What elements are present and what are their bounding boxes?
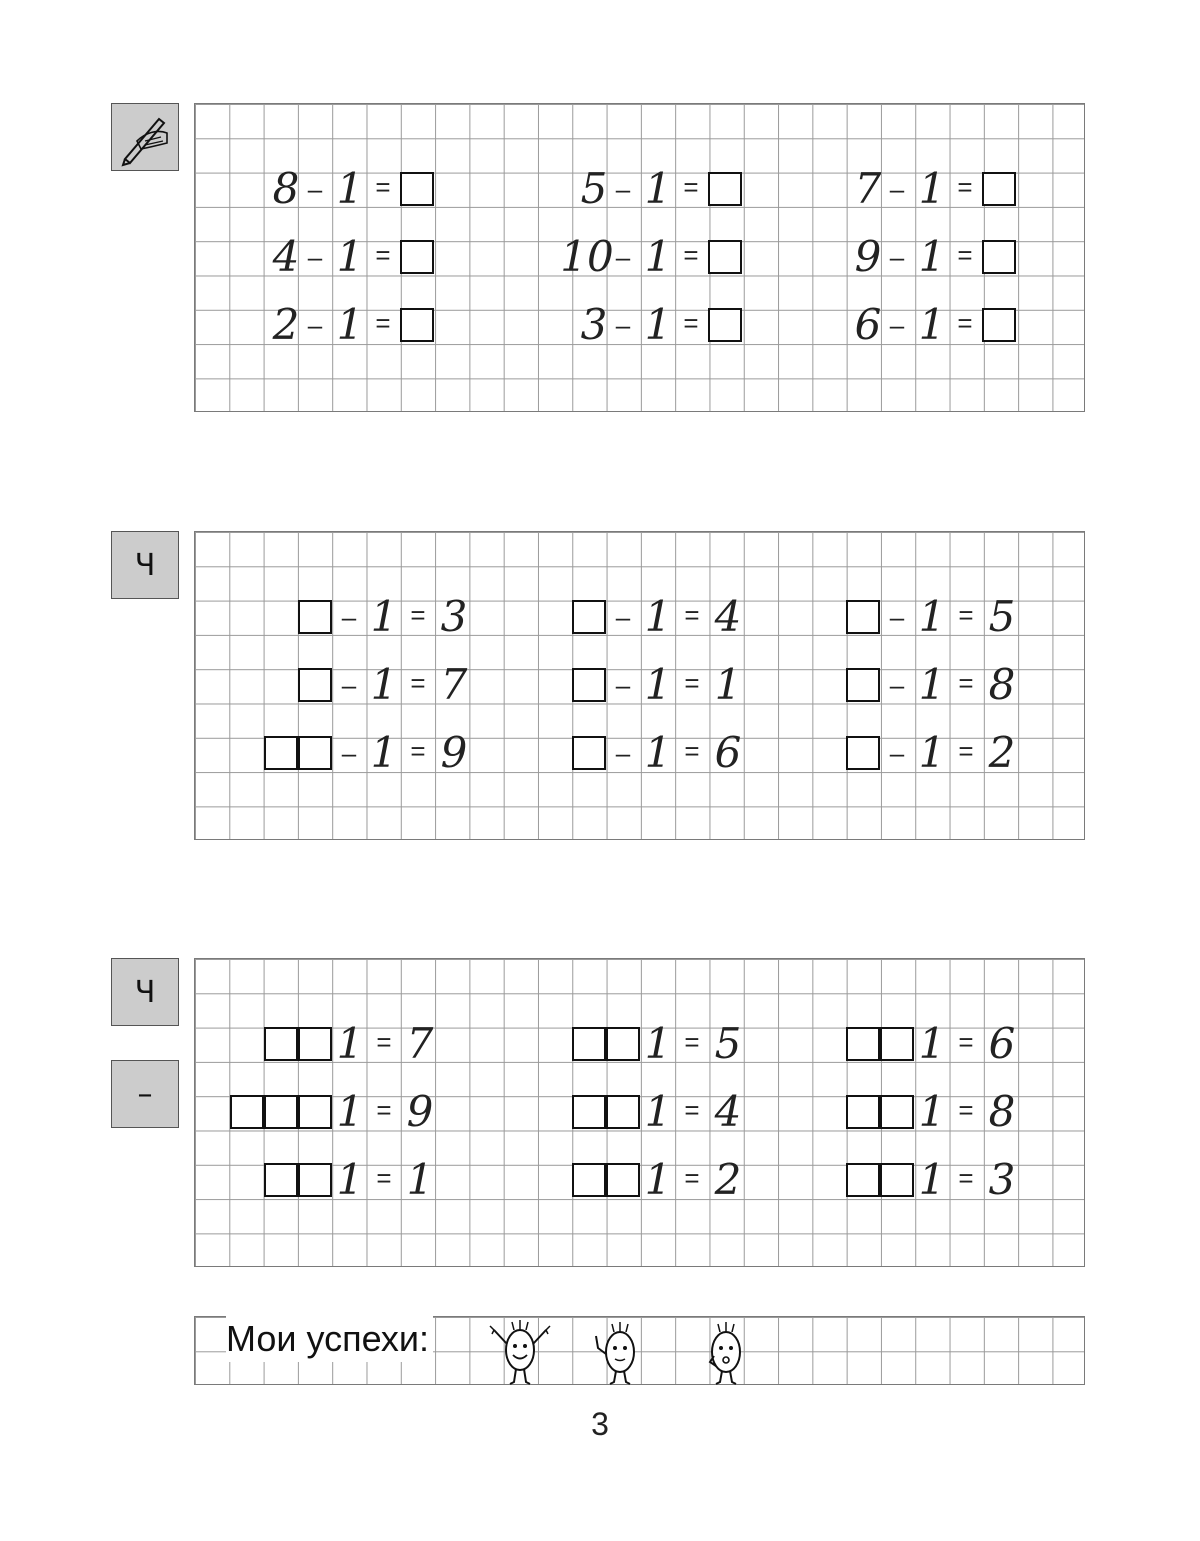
answer-box[interactable] xyxy=(298,668,332,702)
result: 8 xyxy=(988,1087,1016,1136)
minus-sign: – xyxy=(889,670,905,700)
ch-marker-1: Ч xyxy=(111,531,179,599)
answer-box[interactable] xyxy=(982,240,1016,274)
answer-box[interactable] xyxy=(572,668,606,702)
number-a: 5 xyxy=(580,164,608,213)
equals-sign: = xyxy=(410,736,426,766)
minus-sign: – xyxy=(889,242,905,272)
answer-box[interactable] xyxy=(880,1163,914,1197)
answer-box[interactable] xyxy=(264,1027,298,1061)
pencil-marker xyxy=(111,103,179,171)
answer-box[interactable] xyxy=(982,308,1016,342)
equals-sign: = xyxy=(958,1027,974,1057)
result: 1 xyxy=(406,1155,434,1204)
minus-sign: – xyxy=(615,174,631,204)
number-a: 3 xyxy=(580,300,608,349)
answer-box[interactable] xyxy=(572,1027,606,1061)
result: 4 xyxy=(714,592,742,641)
number-b: 1 xyxy=(644,1019,672,1068)
minus-sign: – xyxy=(889,738,905,768)
minus-sign: – xyxy=(615,242,631,272)
number-b: 1 xyxy=(918,1155,946,1204)
answer-box[interactable] xyxy=(708,240,742,274)
answer-box[interactable] xyxy=(298,1027,332,1061)
minus-sign: – xyxy=(889,602,905,632)
number-a: 8 xyxy=(272,164,300,213)
answer-box[interactable] xyxy=(606,1027,640,1061)
equals-sign: = xyxy=(375,308,391,338)
minus-sign: – xyxy=(615,738,631,768)
number-b: 1 xyxy=(336,232,364,281)
number-b: 1 xyxy=(918,300,946,349)
number-b: 1 xyxy=(644,592,672,641)
result: 6 xyxy=(714,728,742,777)
equals-sign: = xyxy=(410,668,426,698)
answer-box[interactable] xyxy=(880,1027,914,1061)
number-b: 1 xyxy=(336,164,364,213)
minus-sign: – xyxy=(341,602,357,632)
number-a: 6 xyxy=(854,300,882,349)
minus-sign: – xyxy=(615,670,631,700)
equals-sign: = xyxy=(957,308,973,338)
result: 9 xyxy=(406,1087,434,1136)
number-a: 2 xyxy=(272,300,300,349)
equals-sign: = xyxy=(958,600,974,630)
happy-face-icon[interactable] xyxy=(480,1312,560,1388)
equals-sign: = xyxy=(376,1163,392,1193)
equals-sign: = xyxy=(683,172,699,202)
minus-sign: – xyxy=(341,670,357,700)
equals-sign: = xyxy=(958,1163,974,1193)
equals-sign: = xyxy=(684,1027,700,1057)
number-b: 1 xyxy=(918,660,946,709)
number-b: 1 xyxy=(918,1019,946,1068)
equals-sign: = xyxy=(684,668,700,698)
equals-sign: = xyxy=(375,240,391,270)
answer-box[interactable] xyxy=(846,668,880,702)
number-b: 1 xyxy=(644,1155,672,1204)
number-b: 1 xyxy=(336,300,364,349)
number-b: 1 xyxy=(918,232,946,281)
result: 5 xyxy=(988,592,1016,641)
answer-box[interactable] xyxy=(298,600,332,634)
grid-section-1 xyxy=(194,103,1085,412)
answer-box[interactable] xyxy=(606,1095,640,1129)
number-b: 1 xyxy=(336,1155,364,1204)
answer-box[interactable] xyxy=(264,1095,298,1129)
number-a: 7 xyxy=(854,164,882,213)
minus-sign: – xyxy=(615,310,631,340)
result: 3 xyxy=(440,592,468,641)
result: 3 xyxy=(988,1155,1016,1204)
answer-box[interactable] xyxy=(572,1095,606,1129)
answer-box[interactable] xyxy=(230,1095,264,1129)
number-b: 1 xyxy=(644,300,672,349)
answer-box[interactable] xyxy=(298,736,332,770)
minus-sign: – xyxy=(889,174,905,204)
answer-box[interactable] xyxy=(572,1163,606,1197)
answer-box[interactable] xyxy=(846,1163,880,1197)
equals-sign: = xyxy=(683,308,699,338)
result: 8 xyxy=(988,660,1016,709)
number-b: 1 xyxy=(644,728,672,777)
answer-box[interactable] xyxy=(846,1027,880,1061)
equals-sign: = xyxy=(957,172,973,202)
answer-box[interactable] xyxy=(708,308,742,342)
minus-marker: – xyxy=(111,1060,179,1128)
minus-sign: – xyxy=(889,310,905,340)
number-b: 1 xyxy=(336,1019,364,1068)
ch-marker-2: Ч xyxy=(111,958,179,1026)
equals-sign: = xyxy=(958,668,974,698)
equals-sign: = xyxy=(957,240,973,270)
success-label: Мои успехи: xyxy=(226,1316,433,1362)
equals-sign: = xyxy=(410,600,426,630)
answer-box[interactable] xyxy=(846,1095,880,1129)
number-a: 9 xyxy=(854,232,882,281)
equals-sign: = xyxy=(958,736,974,766)
answer-box[interactable] xyxy=(298,1095,332,1129)
number-b: 1 xyxy=(918,1087,946,1136)
answer-box[interactable] xyxy=(880,1095,914,1129)
answer-box[interactable] xyxy=(708,172,742,206)
answer-box[interactable] xyxy=(982,172,1016,206)
equals-sign: = xyxy=(684,600,700,630)
number-b: 1 xyxy=(370,660,398,709)
answer-box[interactable] xyxy=(846,736,880,770)
equals-sign: = xyxy=(376,1095,392,1125)
answer-box[interactable] xyxy=(400,240,434,274)
answer-box[interactable] xyxy=(298,1163,332,1197)
number-b: 1 xyxy=(336,1087,364,1136)
equals-sign: = xyxy=(375,172,391,202)
number-b: 1 xyxy=(644,232,672,281)
number-b: 1 xyxy=(644,1087,672,1136)
result: 7 xyxy=(440,660,468,709)
result: 7 xyxy=(406,1019,434,1068)
answer-box[interactable] xyxy=(572,600,606,634)
minus-sign: – xyxy=(615,602,631,632)
answer-box[interactable] xyxy=(846,600,880,634)
equals-sign: = xyxy=(684,1163,700,1193)
result: 5 xyxy=(714,1019,742,1068)
answer-box[interactable] xyxy=(400,172,434,206)
equals-sign: = xyxy=(684,736,700,766)
minus-sign: – xyxy=(307,174,323,204)
number-b: 1 xyxy=(644,660,672,709)
equals-sign: = xyxy=(683,240,699,270)
answer-box[interactable] xyxy=(400,308,434,342)
answer-box[interactable] xyxy=(606,1163,640,1197)
result: 4 xyxy=(714,1087,742,1136)
number-b: 1 xyxy=(918,728,946,777)
equals-sign: = xyxy=(376,1027,392,1057)
page-number: 3 xyxy=(591,1406,609,1442)
equals-sign: = xyxy=(684,1095,700,1125)
result: 9 xyxy=(440,728,468,777)
number-b: 1 xyxy=(918,164,946,213)
minus-sign: – xyxy=(341,738,357,768)
number-b: 1 xyxy=(644,164,672,213)
equals-sign: = xyxy=(958,1095,974,1125)
result: 2 xyxy=(714,1155,742,1204)
answer-box[interactable] xyxy=(264,1163,298,1197)
result: 2 xyxy=(988,728,1016,777)
number-a: 10 xyxy=(560,232,614,281)
number-b: 1 xyxy=(370,592,398,641)
minus-sign: – xyxy=(307,242,323,272)
number-b: 1 xyxy=(370,728,398,777)
minus-sign: – xyxy=(307,310,323,340)
neutral-face-icon[interactable] xyxy=(586,1312,650,1388)
worried-face-icon[interactable] xyxy=(696,1312,756,1388)
result: 1 xyxy=(714,660,742,709)
number-a: 4 xyxy=(272,232,300,281)
answer-box[interactable] xyxy=(572,736,606,770)
pencil-hand-icon xyxy=(115,107,175,167)
number-b: 1 xyxy=(918,592,946,641)
answer-box[interactable] xyxy=(264,736,298,770)
result: 6 xyxy=(988,1019,1016,1068)
